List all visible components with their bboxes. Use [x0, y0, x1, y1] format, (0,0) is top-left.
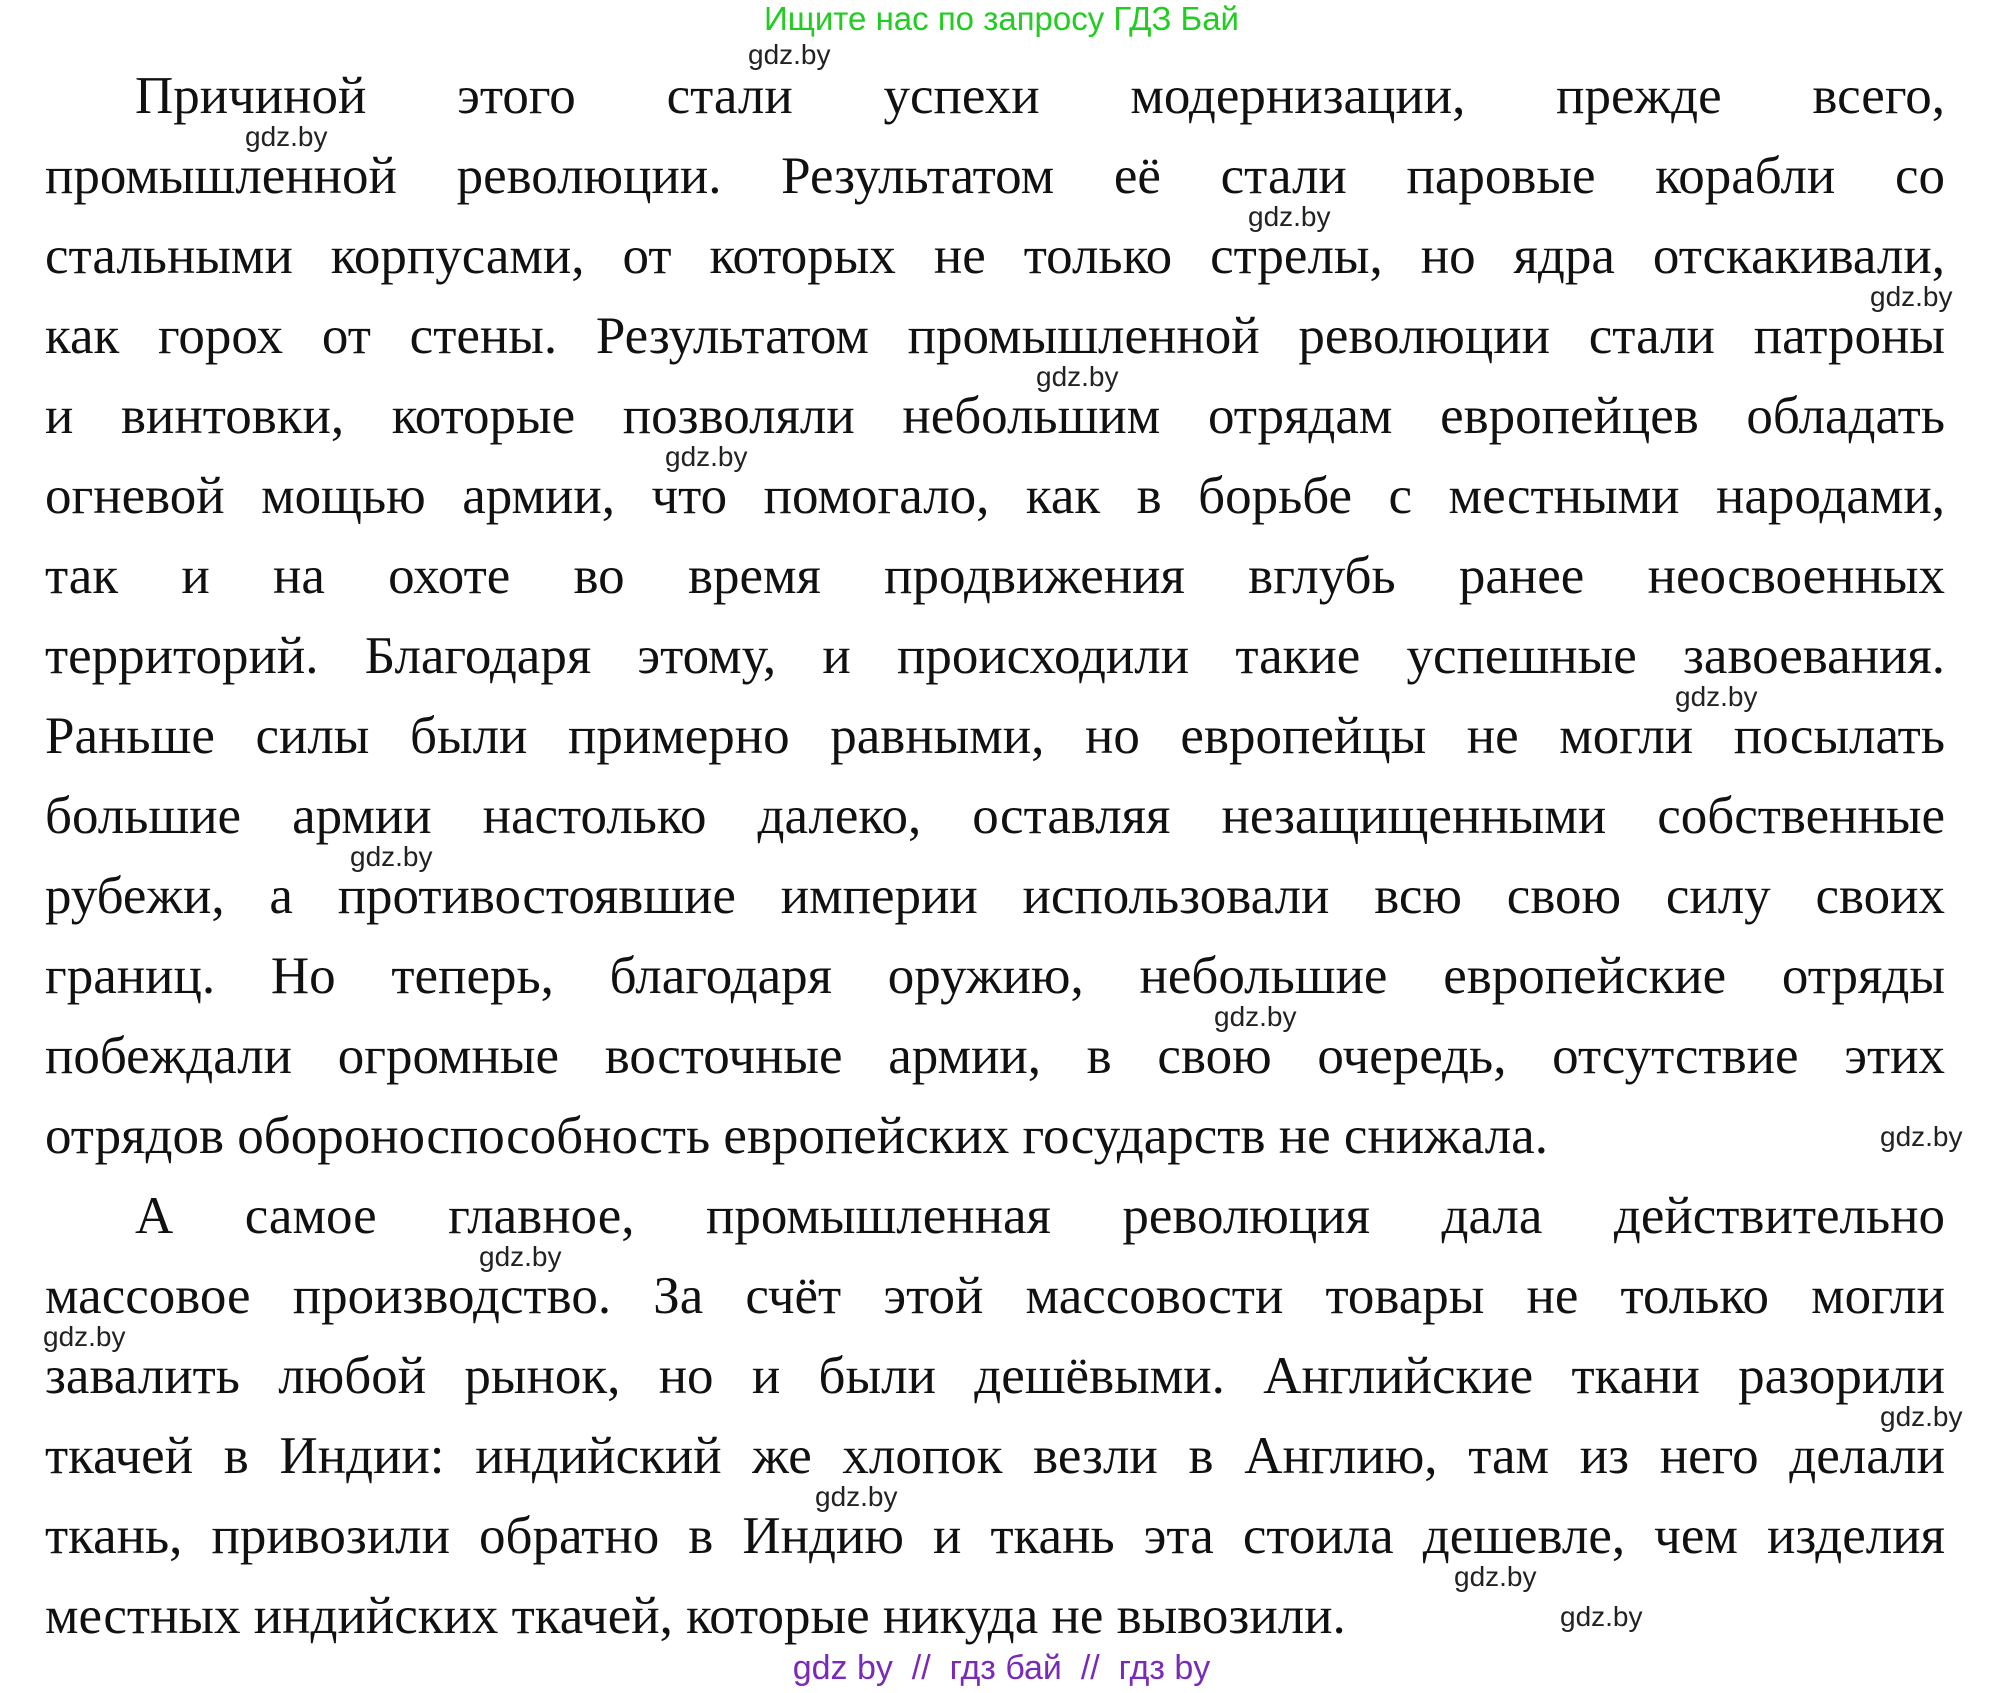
text-line: Раньше силы были примерно равными, но европейцы не могли посылать [45, 707, 1945, 765]
text-line: территорий. Благодаря этому, и происходили такие успешные завоевания. [45, 627, 1945, 685]
text-line: местных индийских ткачей, которые никуда не вывозили. [45, 1587, 1346, 1645]
watermark: gdz.by [1870, 281, 1953, 312]
text-line: побеждали огромные восточные армии, в свою очередь, отсутствие этих [45, 1027, 1945, 1085]
text-line: большие армии настолько далеко, оставляя незащищенными собственные [45, 787, 1945, 845]
text-line: отрядов обороноспособность европейских государств не снижала. [45, 1107, 1548, 1165]
search-banner: Ищите нас по запросу ГДЗ Бай [764, 0, 1239, 37]
text-line: промышленной революции. Результатом её стали паровые корабли со [45, 147, 1945, 205]
watermark: gdz.by [748, 39, 831, 70]
text-line: Причиной этого стали успехи модернизации, прежде всего, [135, 67, 1945, 125]
watermark: gdz.by [665, 441, 748, 472]
text-line: огневой мощью армии, что помогало, как в борьбе с местными народами, [45, 467, 1945, 525]
watermark: gdz.by [815, 1481, 898, 1512]
text-line: так и на охоте во время продвижения вглубь ранее неосвоенных [45, 547, 1945, 605]
text-line: завалить любой рынок, но и были дешёвыми. Английские ткани разорили [45, 1347, 1945, 1405]
watermark: gdz.by [1036, 361, 1119, 392]
watermark: gdz.by [245, 121, 328, 152]
watermark: gdz.by [1675, 681, 1758, 712]
text-line: границ. Но теперь, благодаря оружию, небольшие европейские отряды [45, 947, 1945, 1005]
watermark: gdz.by [1214, 1001, 1297, 1032]
text-line: ткачей в Индии: индийский же хлопок везли в Англию, там из него делали [45, 1427, 1945, 1485]
text-line: и винтовки, которые позволяли небольшим отрядам европейцев обладать [45, 387, 1945, 445]
watermark: gdz.by [1454, 1561, 1537, 1592]
watermark: gdz.by [350, 841, 433, 872]
text-line: как горох от стены. Результатом промышленной революции стали патроны [45, 307, 1945, 365]
text-line: стальными корпусами, от которых не только стрелы, но ядра отскакивали, [45, 227, 1945, 285]
watermark: gdz.by [1248, 201, 1331, 232]
text-line: рубежи, а противостоявшие империи использовали всю свою силу своих [45, 867, 1945, 925]
watermark: gdz.by [43, 1321, 126, 1352]
text-line: А самое главное, промышленная революция дала действительно [135, 1187, 1945, 1245]
text-line: массовое производство. За счёт этой массовости товары не только могли [45, 1267, 1945, 1325]
watermark: gdz.by [1560, 1601, 1643, 1632]
watermark: gdz.by [1880, 1121, 1963, 1152]
footer-links: gdz by // гдз бай // гдз by [792, 1649, 1211, 1687]
watermark: gdz.by [479, 1241, 562, 1272]
text-line: ткань, привозили обратно в Индию и ткань эта стоила дешевле, чем изделия [45, 1507, 1945, 1565]
watermark: gdz.by [1880, 1401, 1963, 1432]
